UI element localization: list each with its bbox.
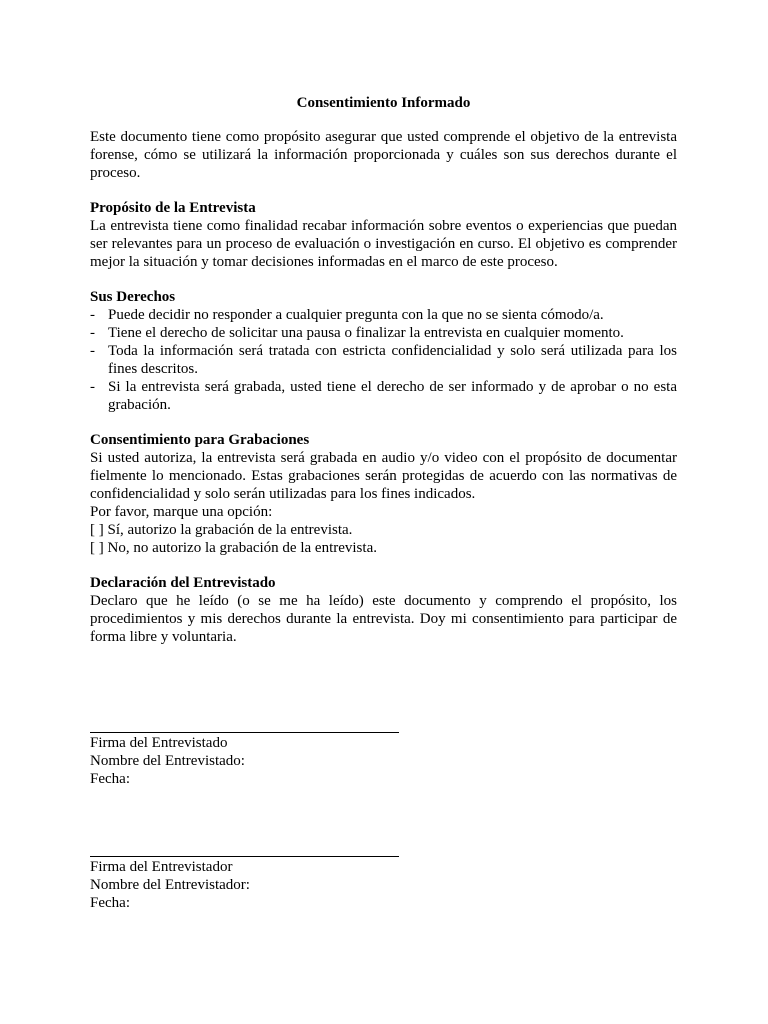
list-item-text: Toda la información será tratada con estricta confidencialidad y solo será utilizada para los fines descritos. — [108, 343, 677, 377]
document-page — [90, 94, 677, 646]
declaration-heading: Declaración del Entrevistado — [90, 575, 276, 591]
list-item — [90, 342, 677, 378]
interviewee-signature-label: Firma del Entrevistado — [90, 735, 228, 751]
purpose-heading: Propósito de la Entrevista — [90, 200, 256, 216]
bullet-dash: - — [90, 325, 95, 341]
declaration-section — [90, 574, 677, 646]
intro-paragraph: Este documento tiene como propósito asegurar que usted comprende el objetivo de la entrevista forense, cómo se utilizará la información proporcionada y cuáles son sus derechos durante el proceso. — [90, 129, 677, 181]
recording-section — [90, 431, 677, 557]
bullet-dash: - — [90, 307, 95, 323]
list-item-text: Puede decidir no responder a cualquier pregunta con la que no se sienta cómodo/a. — [108, 307, 604, 323]
interviewee-date-label: Fecha: — [90, 771, 130, 787]
recording-option-yes: [ ] Sí, autorizo la grabación de la entrevista. — [90, 522, 353, 538]
list-item-text: Tiene el derecho de solicitar una pausa o finalizar la entrevista en cualquier momento. — [108, 325, 624, 341]
purpose-paragraph: La entrevista tiene como finalidad recabar información sobre eventos o experiencias que puedan ser relevantes para un proceso de evaluación o investigación en curso. El objetivo es comprender mejor la situación y tomar decisiones informadas en el marco de este proceso. — [90, 218, 677, 270]
signature-line — [90, 732, 399, 733]
signature-line — [90, 856, 399, 857]
recording-heading: Consentimiento para Grabaciones — [90, 432, 310, 448]
interviewer-name-label: Nombre del Entrevistador: — [90, 877, 250, 893]
recording-paragraph: Si usted autoriza, la entrevista será grabada en audio y/o video con el propósito de documentar fielmente lo mencionado. Estas grabaciones serán protegidas de acuerdo con las normativas de confidencialidad y solo serán utilizadas para los fines indicados. — [90, 450, 677, 502]
interviewer-signature-block — [90, 856, 400, 912]
list-item — [90, 378, 677, 414]
list-item — [90, 306, 677, 324]
rights-list — [90, 306, 677, 414]
bullet-dash: - — [90, 379, 95, 395]
bullet-dash: - — [90, 343, 95, 359]
rights-section — [90, 288, 677, 414]
declaration-paragraph: Declaro que he leído (o se me ha leído) este documento y comprendo el propósito, los procedimientos y mis derechos durante la entrevista. Doy mi consentimiento para participar de forma libre y voluntaria. — [90, 593, 677, 645]
list-item — [90, 324, 677, 342]
purpose-section — [90, 199, 677, 271]
interviewer-date-label: Fecha: — [90, 895, 130, 911]
list-item-text: Si la entrevista será grabada, usted tiene el derecho de ser informado y de aprobar o no esta grabación. — [108, 379, 677, 413]
recording-option-no: [ ] No, no autorizo la grabación de la entrevista. — [90, 540, 377, 556]
interviewer-signature-label: Firma del Entrevistador — [90, 859, 233, 875]
interviewee-name-label: Nombre del Entrevistado: — [90, 753, 245, 769]
rights-heading: Sus Derechos — [90, 289, 176, 305]
interviewee-signature-block — [90, 732, 400, 788]
recording-prompt: Por favor, marque una opción: — [90, 504, 273, 520]
document-title: Consentimiento Informado — [296, 95, 471, 111]
